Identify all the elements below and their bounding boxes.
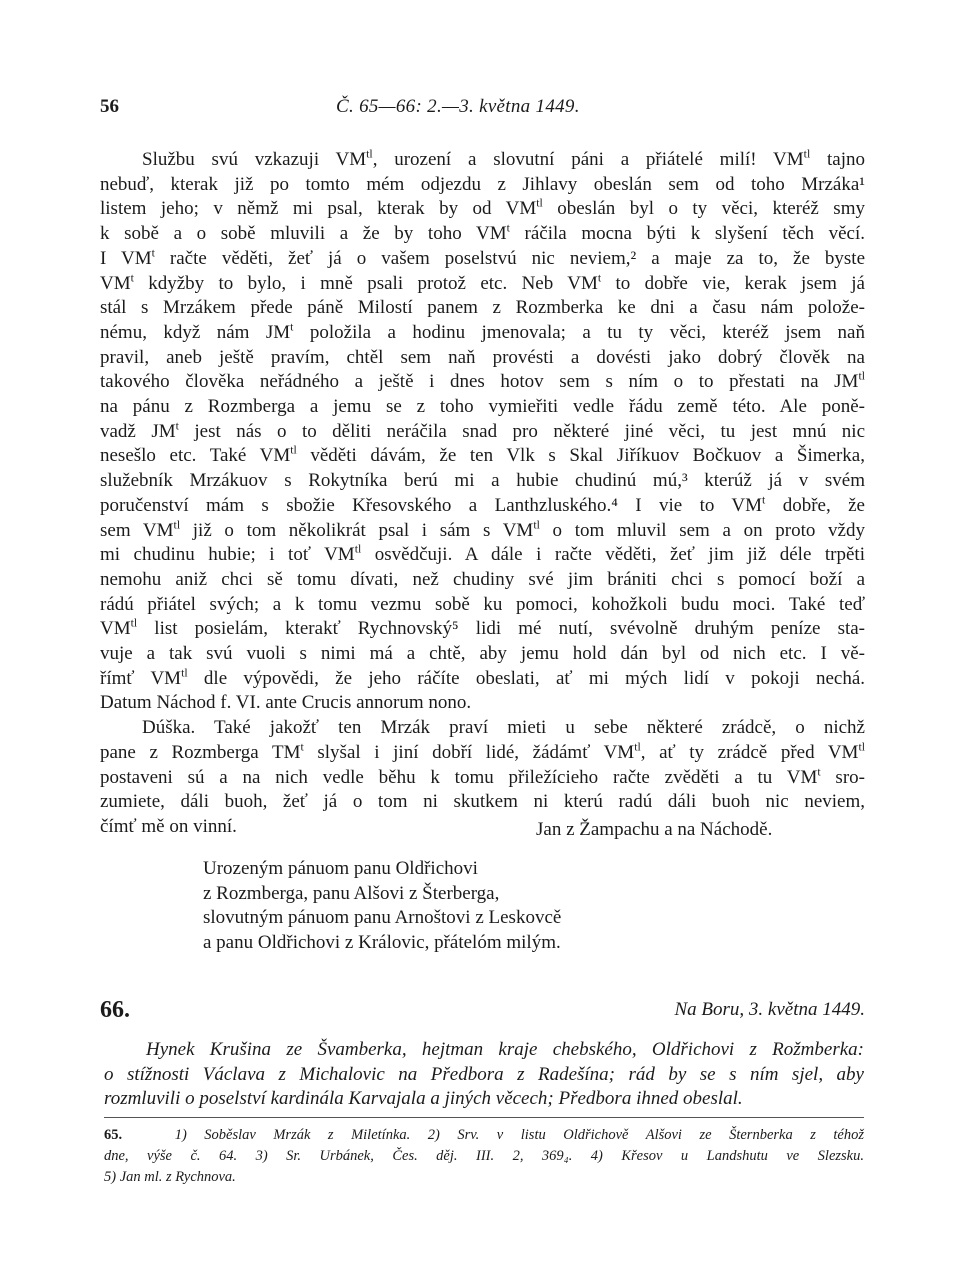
footnotes <box>104 1125 864 1188</box>
postscript-line: postaveni sú a na nich vedle běhu k tomu přiležícieho račte zvěděti a tu $VM^t$ sro- <box>100 765 865 788</box>
regest-line: Hynek Krušina ze Švamberka, hejtman kraje chebského, Oldřichovi z Rožmberka: <box>146 1039 864 1060</box>
footnote-line <box>104 1125 864 1146</box>
letter-line: rádú přiátel svých; a k tomu vezmu sobě ku pomoci, kohožkoli budu moci. Také teď <box>100 593 865 615</box>
address-line: Urozeným pánuom panu Oldřichovi <box>203 858 478 879</box>
document-number: 66. <box>100 997 130 1023</box>
letter-body <box>100 148 865 840</box>
address-line: z Rozmberga, panu Alšovi z Šterberga, <box>203 882 500 904</box>
letter-line: na pánu z Rozmberga a jemu se z toho vymieřiti vedle řádu země této. Ale poně- <box>100 396 865 418</box>
letter-line: Službu svú vzkazuji $VM^{tl}$, urození a slovutní páni a přiátelé milí! $VM^{tl}$ tajno <box>142 147 865 170</box>
letter-line: I $VM^t$ račte věděti, žeť já o vašem poselstvú nic neviem,² a maje za to, že byste <box>100 246 865 269</box>
letter-address <box>203 857 561 956</box>
letter-signature: Jan z Žampachu a na Náchodě. <box>536 819 773 840</box>
letter-line: Datum Náchod f. VI. ante Crucis annorum nono. <box>100 692 472 714</box>
page-number: 56 <box>100 96 119 117</box>
postscript-line: čímť mě on vinní. <box>100 815 237 837</box>
letter-line: $VM^{tl}$ list posielám, kterakť Rychnovský⁵ lidi mé nutí, svévolně druhým peníze sta- <box>100 617 865 640</box>
letter-line: vadž $JM^t$ jest nás o to děliti neráčila snad pro některé jiné věci, tu jest mnú nic <box>100 419 866 442</box>
running-title: Č. 65—66: 2.—3. května 1449. <box>336 96 580 117</box>
letter-line: sem $VM^{tl}$ již o tom několikrát psal i sám s $VM^{tl}$ o tom mluvil sem a on proto vždy <box>100 518 865 541</box>
letter-line: mi chudinu hubie; i toť $VM^{tl}$ osvědčuji. A dále i račte věděti, žeť jim již déle trpěti <box>100 542 865 566</box>
regest-line: rozmluvili o poselství kardinála Karvajala a jiných věcech; Předbora ihned obeslal. <box>104 1088 743 1109</box>
letter-line: římť $VM^{tl}$ dle výpovědi, že jeho ráčíte obeslati, ať mi mých lidí v pokoji nechá. <box>100 666 866 689</box>
postscript-line: Dúška. Také jakožť ten Mrzák praví mieti u sebe některé zrádcě, o nichž <box>142 717 865 739</box>
footnote-text: 1) Soběslav Mrzák z Miletínka. 2) Srv. v listu Oldřichově Alšovi ze Šternberka z téhož <box>174 1127 864 1143</box>
letter-line: k sobě a o sobě mluvili a že by toho $VM^t$ ráčila mocna býti k slyšení těch věcí. <box>100 221 865 245</box>
letter-line: služebník Mrzákuov s Rokytníka berú mi a hubie chudinú mú,³ kterúž já v svém <box>100 470 865 492</box>
letter-line: stál s Mrzákem přede páně Milostí panem z Rozmberka ke dni a času nám polože- <box>100 297 865 319</box>
letter-line: vuje a tak svú vuoli s nimi má a chtě, aby jemu hold dán byl od nich etc. I vě- <box>100 643 865 665</box>
letter-line: listem jeho; v němž mi psal, kterak by od $VM^{tl}$ obeslán byl o ty věci, kteréž smy <box>100 197 865 220</box>
postscript-line: pane z Rozmberga $TM^t$ slyšal i jiní dobří lidé, žádámť $VM^{tl}$, ať ty zrádcě před $VM^{tl}$ <box>100 740 865 763</box>
letter-line: takového člověka neřádného a ještě i dnes hotov sem s ním o to přestati na $JM^{tl}$ <box>100 370 865 393</box>
letter-line: poručenství mám s sbožie Křesovského a Lanthzluského.⁴ I vie to $VM^t$ dobře, že <box>100 493 865 516</box>
regest-line: o stížnosti Václava z Michalovic na Předbora z Radešína; rád by se s ním sjel, aby <box>104 1063 864 1085</box>
address-line: slovutným pánuom panu Arnoštovi z Leskovcě <box>203 907 562 929</box>
footnote-line: 5) Jan ml. z Rychnova. <box>104 1169 236 1185</box>
document-regest <box>104 1038 864 1112</box>
document-heading <box>100 997 865 1027</box>
footnote-divider <box>104 1117 864 1118</box>
footnote-number: 65. <box>104 1127 123 1143</box>
running-head <box>100 96 860 122</box>
letter-line: nesešlo etc. Také $VM^{tl}$ věděti dávám, že ten Vlk s Skal Jiříkuov Bočkuov a Šimerka, <box>100 444 865 467</box>
letter-line: $VM^t$ kdyžby to bylo, i mně psali protož etc. Neb $VM^t$ to dobře vie, kerak jsem já <box>100 271 865 294</box>
letter-line: nému, když nám $JM^t$ položila a hodinu jmenovala; a tu ty věci, kteréž jsem naň <box>100 320 865 343</box>
letter-line: nebuď, kterak již po tomto mém odjezdu z Jihlavy obeslán sem od toho Mrzáka¹ <box>100 173 865 195</box>
address-line: a panu Oldřichovi z Královic, přátelóm milým. <box>203 932 561 954</box>
letter-line: pravil, aneb ještě pravím, chtěl sem naň provésti a dovésti jako dobrý člověk na <box>100 346 865 368</box>
footnote-line: dne, výše č. 64. 3) Sr. Urbánek, Čes. děj. III. 2, 369₄. 4) Křesov u Landshutu ve Slezsku. <box>104 1148 864 1164</box>
letter-line: nemohu aniž chci sě tomu dívati, než chudiny své jim brániti chci s pomocí boží a <box>100 568 865 590</box>
postscript-line: zumiete, dáli buoh, žeť já o tom ni skutkem ni kterú radú dáli buoh nic neviem, <box>100 791 865 813</box>
document-place-date: Na Boru, 3. května 1449. <box>674 999 865 1020</box>
